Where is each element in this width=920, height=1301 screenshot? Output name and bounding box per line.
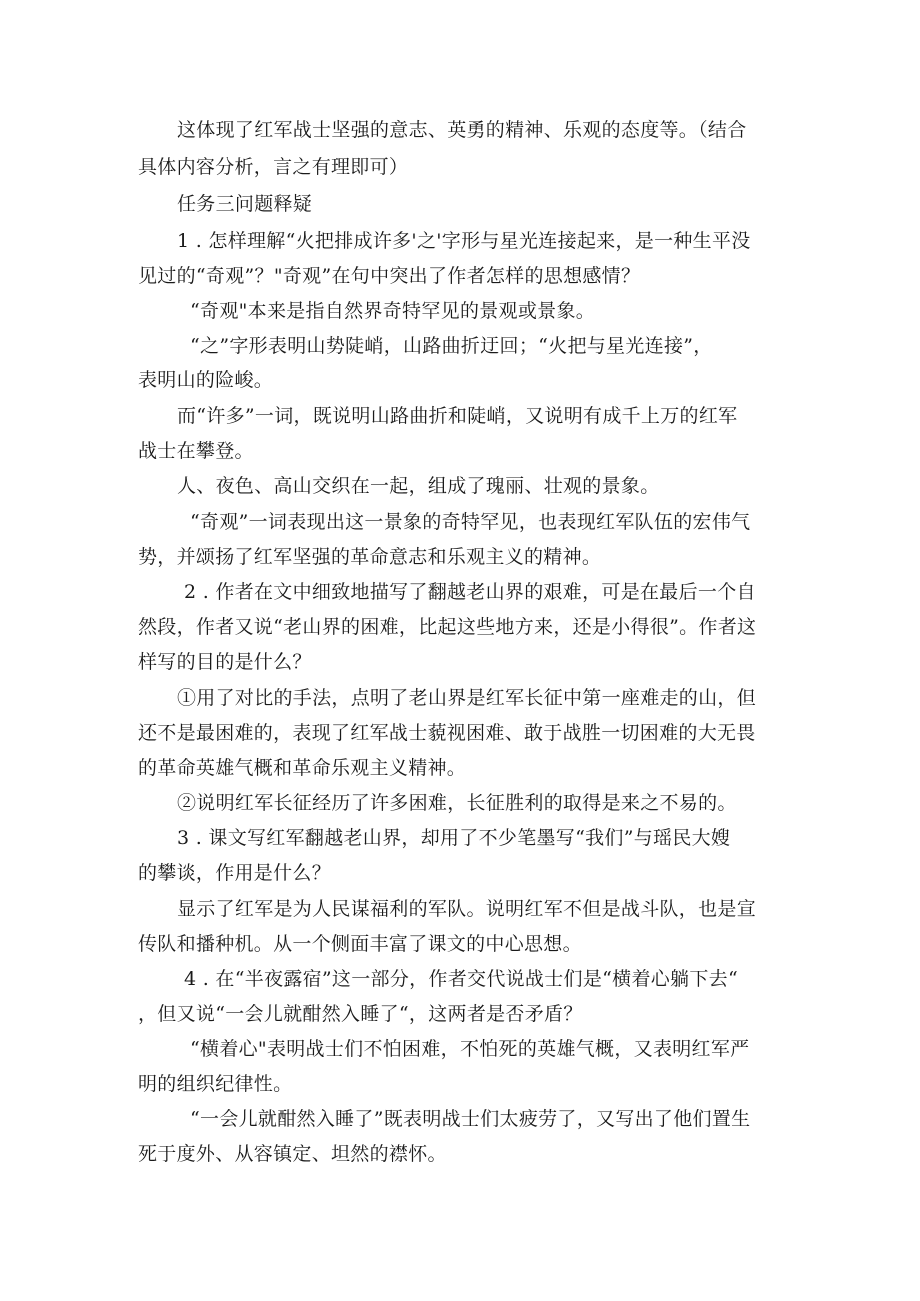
question-line: ，但又说“一会儿就酣然入睡了“，这两者是否矛盾？ xyxy=(138,1003,583,1025)
text-line: “横着心"表明战士们不怕困难，不怕死的英雄气概，又表明红军严 xyxy=(190,1038,750,1060)
text-line: 这体现了红军战士坚强的意志、英勇的精神、乐观的态度等。（结合 xyxy=(177,119,747,141)
text-line: 明的组织纪律性。 xyxy=(138,1073,293,1095)
text-line: 死于度外、从容镇定、坦然的襟怀。 xyxy=(138,1143,447,1165)
question-line: 2 . 作者在文中细致地描写了翻越老山界的艰难，可是在最后一个自 xyxy=(184,581,756,603)
text-line: 具体内容分析，言之有理即可） xyxy=(138,156,409,178)
text-line: 显示了红军是为人民谋福利的军队。说明红军不但是战斗队，也是宣 xyxy=(177,898,757,920)
question-line: 样写的目的是什么？ xyxy=(138,651,312,673)
text-line: ①用了对比的手法，点明了老山界是红军长征中第一座难走的山，但 xyxy=(177,687,757,709)
text-line: “奇观”一词表现出这一景象的奇特罕见，也表现红军队伍的宏伟气 xyxy=(190,511,751,533)
question-line: 的攀谈，作用是什么？ xyxy=(138,862,332,884)
text-line: 战士在攀登。 xyxy=(138,440,254,462)
question-line: 见过的“奇观”？"奇观”在句中突出了作者怎样的思想感情？ xyxy=(138,265,641,287)
question-line: 然段，作者又说“老山界的困难，比起这些地方来，还是小得很”。作者这 xyxy=(138,616,757,638)
question-line: 1 . 怎样理解“火把排成许多'之'字形与星光连接起来，是一种生平没 xyxy=(177,230,751,252)
section-heading: 任务三问题释疑 xyxy=(177,193,313,215)
text-line: 而“许多”一词，既说明山路曲折和陡峭，又说明有成千上万的红军 xyxy=(177,405,738,427)
text-line: ②说明红军长征经历了许多困难，长征胜利的取得是来之不易的。 xyxy=(177,792,737,814)
question-line: 4 . 在“半夜露宿”这一部分，作者交代说战士们是“横着心躺下去“ xyxy=(184,968,738,990)
text-line: 表明山的险峻。 xyxy=(138,369,274,391)
text-line: “之”字形表明山势陡峭，山路曲折迂回；“火把与星光连接”， xyxy=(190,335,713,357)
text-line: 传队和播种机。从一个侧面丰富了课文的中心思想。 xyxy=(138,933,582,955)
text-line: “一会儿就酣然入睡了”既表明战士们太疲劳了，又写出了他们置生 xyxy=(190,1108,751,1130)
text-line: 的革命英雄气概和革命乐观主义精神。 xyxy=(138,757,467,779)
text-line: “奇观"本来是指自然界奇特罕见的景观或景象。 xyxy=(190,300,596,322)
text-line: 势，并颂扬了红军坚强的革命意志和乐观主义的精神。 xyxy=(138,546,602,568)
question-line: 3 . 课文写红军翻越老山界，却用了不少笔墨写“我们”与瑶民大嫂 xyxy=(177,827,731,849)
text-line: 还不是最困难的，表现了红军战士藐视困难、敢于战胜一切困难的大无畏 xyxy=(138,722,756,744)
text-line: 人、夜色、高山交织在一起，组成了瑰丽、壮观的景象。 xyxy=(177,475,660,497)
